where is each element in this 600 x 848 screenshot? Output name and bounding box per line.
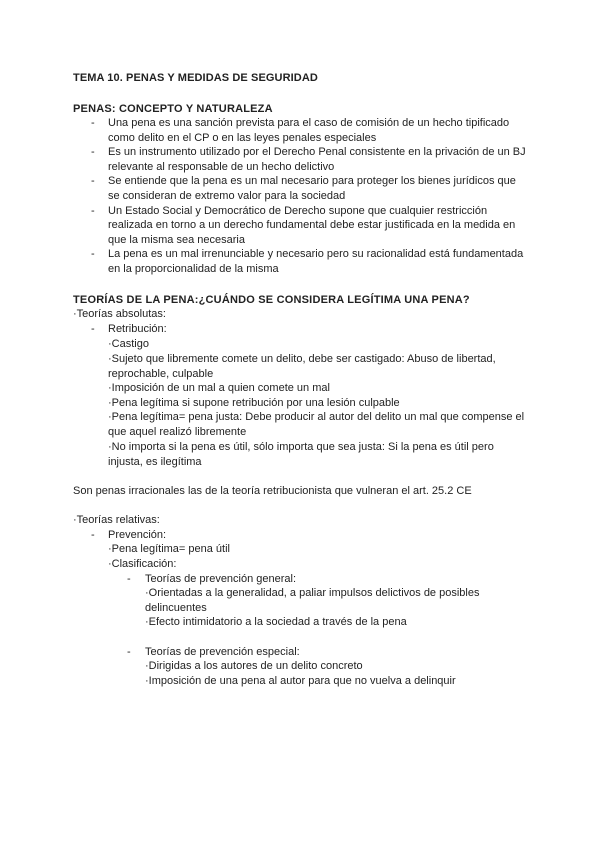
- prevencion-general-item: ·Orientadas a la generalidad, a paliar impulsos delictivos de posibles delincuentes: [145, 587, 480, 614]
- list-item-text: Un Estado Social y Democrático de Derecho supone que cualquier restricción realizada en torno a un derecho fundamental debe estar justificada en la medida en que la misma sea necesaria: [108, 204, 516, 246]
- prevencion-general-item: ·Efecto intimidatorio a la sociedad a través de la pena: [145, 616, 407, 628]
- prevencion-label: Prevención:: [108, 529, 167, 541]
- prevencion-especial-item: ·Imposición de una pena al autor para que no vuelva a delinquir: [145, 675, 456, 687]
- dash-marker: -: [91, 117, 95, 129]
- dash-marker: -: [127, 646, 131, 658]
- list-item: [0, 204, 528, 248]
- dash-marker: -: [91, 248, 95, 261]
- list-item-text: Una pena es una sanción prevista para el caso de comisión de un hecho tipificado como delito en el CP o en las leyes penales especiales: [108, 117, 510, 144]
- section-heading-concepto: PENAS: CONCEPTO Y NATURALEZA: [73, 103, 273, 115]
- dash-marker: -: [91, 204, 95, 217]
- retribucion-item: ·Pena legítima= pena justa: Debe producir al autor del delito un mal que compense el que aquel realizó libremente: [108, 411, 525, 438]
- prevencion-general-label: Teorías de prevención general:: [145, 573, 297, 585]
- list-item: [0, 174, 528, 203]
- retribucion-item: ·Sujeto que libremente comete un delito, debe ser castigado: Abuso de libertad, reprochable, culpable: [108, 353, 496, 380]
- list-item-text: Es un instrumento utilizado por el Derecho Penal consistente en la privación de un BJ relevante al responsable de un hecho delictivo: [108, 146, 526, 173]
- list-item: [0, 116, 528, 145]
- relativas-label: ·Teorías relativas:: [73, 514, 160, 526]
- retribucion-item: ·Castigo: [108, 338, 149, 350]
- dash-marker: -: [91, 175, 95, 188]
- dash-marker: -: [91, 146, 95, 159]
- absolutas-label: ·Teorías absolutas:: [73, 308, 166, 320]
- retribucion-item: ·Pena legítima si supone retribución por una lesión culpable: [108, 397, 400, 409]
- section-heading-teorias: TEORÍAS DE LA PENA:¿CUÁNDO SE CONSIDERA LEGÍTIMA UNA PENA?: [73, 294, 470, 306]
- irracionales-note: Son penas irracionales las de la teoría retribucionista que vulneran el art. 25.2 CE: [73, 485, 472, 497]
- page-title: TEMA 10. PENAS Y MEDIDAS DE SEGURIDAD: [73, 72, 318, 84]
- list-item-text: La pena es un mal irrenunciable y necesario pero su racionalidad está fundamentada en la proporcionalidad de la misma: [108, 248, 524, 275]
- dash-marker: -: [91, 323, 95, 335]
- concepto-bullet-list: [0, 116, 600, 277]
- prevencion-especial-label: Teorías de prevención especial:: [145, 646, 300, 658]
- clasificacion-text: ·Clasificación:: [108, 558, 177, 570]
- retribucion-label: Retribución:: [108, 323, 167, 335]
- pena-util-text: ·Pena legítima= pena útil: [108, 543, 230, 555]
- retribucion-item: ·No importa si la pena es útil, sólo importa que sea justa: Si la pena es útil pero injusta, es ilegítima: [108, 441, 494, 468]
- dash-marker: -: [91, 529, 95, 541]
- list-item: [0, 145, 528, 174]
- prevencion-especial-item: ·Dirigidas a los autores de un delito concreto: [145, 660, 363, 672]
- retribucion-item: ·Imposición de un mal a quien comete un mal: [108, 382, 330, 394]
- list-item: [0, 247, 528, 276]
- dash-marker: -: [127, 573, 131, 585]
- list-item-text: Se entiende que la pena es un mal necesario para proteger los bienes jurídicos que se consideran de extremo valor para la sociedad: [108, 175, 516, 202]
